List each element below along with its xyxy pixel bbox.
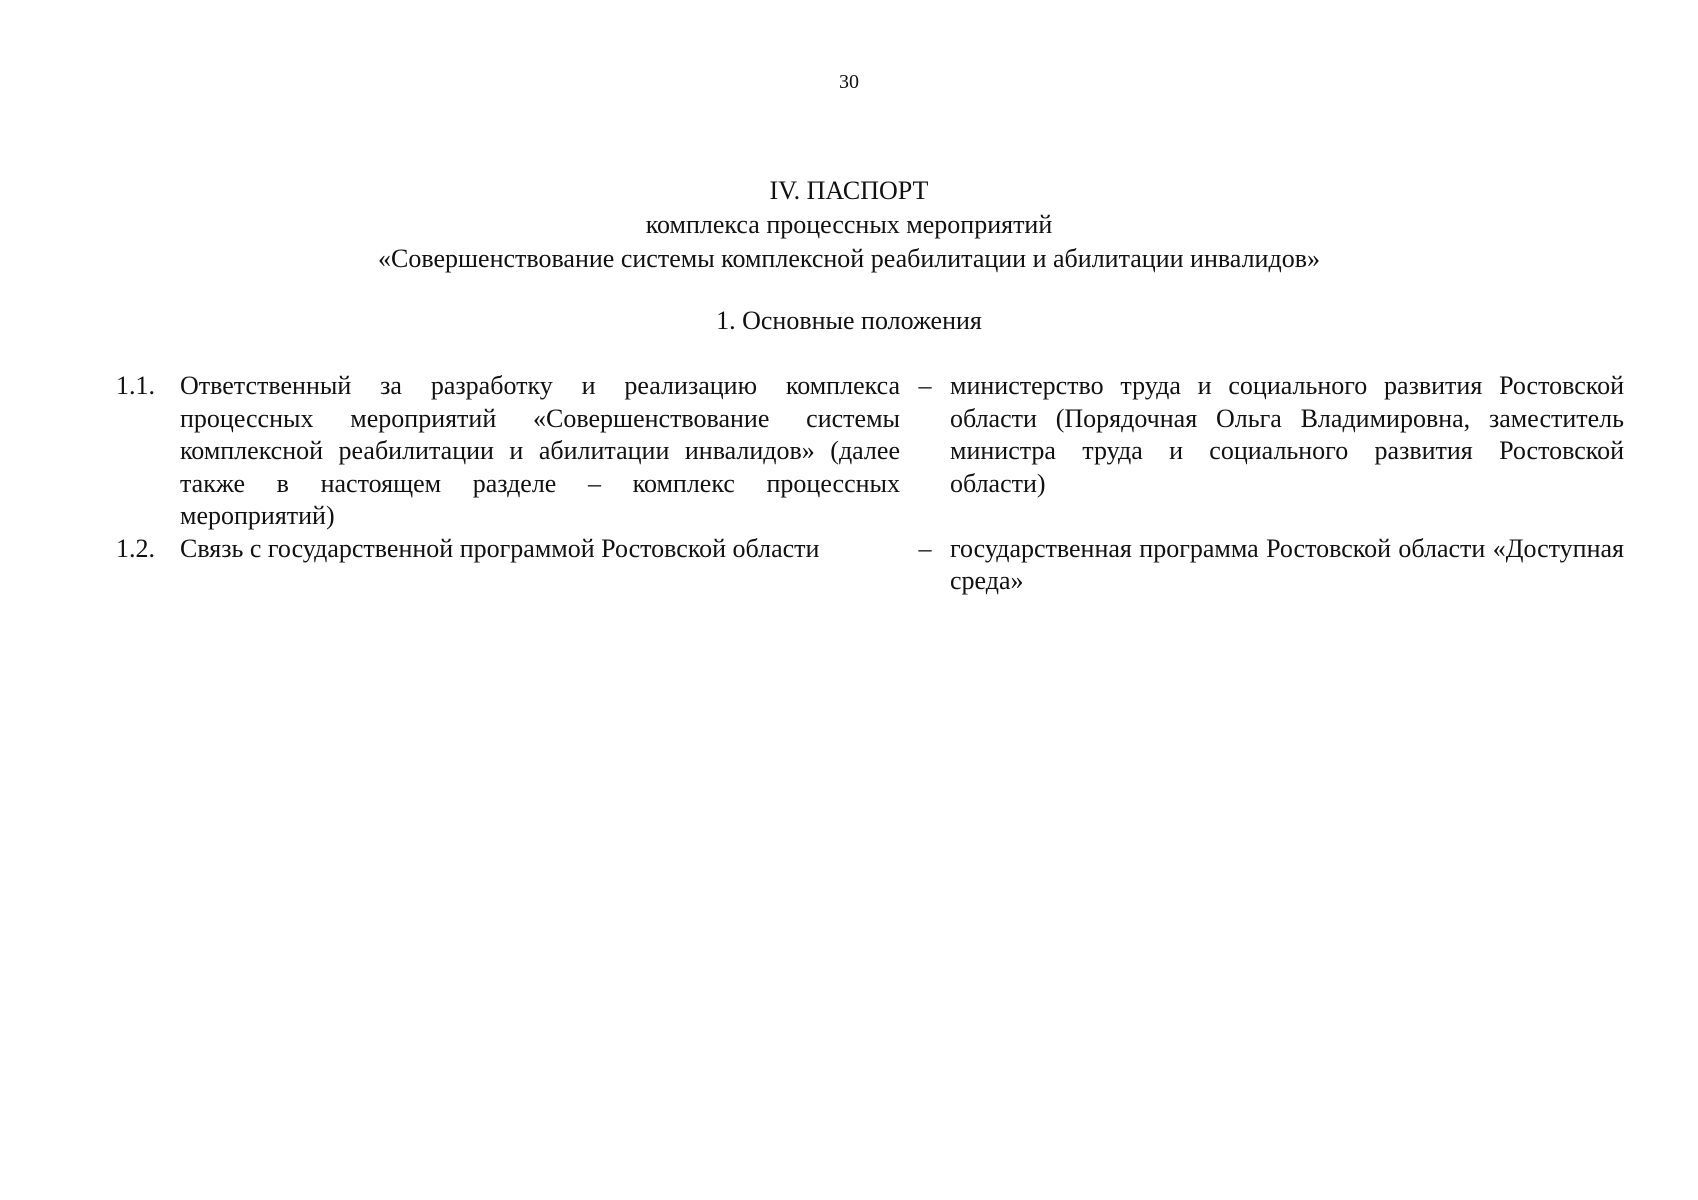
heading-title: IV. ПАСПОРТ [769, 176, 929, 205]
heading-program-name: «Совершенствование системы комплексной реабилитации и абилитации инвалидов» [378, 244, 1320, 273]
page-number: 30 [839, 71, 859, 93]
table-row [116, 533, 1624, 598]
section-title: 1. Основные положения [716, 306, 982, 335]
passport-table [116, 370, 1624, 598]
row-dash: – [918, 533, 932, 563]
heading-subtitle: комплекса процессных мероприятий [645, 210, 1053, 239]
row-number: 1.1. [116, 371, 155, 400]
row-label: Связь с государственной программой Ростовской области [180, 533, 820, 563]
table-row [116, 370, 1624, 533]
row-label: Ответственный за разработку и реализацию комплекса процессных мероприятий «Совершенствование системы комплексной реабилитации и абилитации инвалидов» (далее также в настоящем разделе – комплекс процессных мероприятий) [180, 371, 900, 530]
row-value: государственная программа Ростовской области «Доступная среда» [950, 533, 1624, 595]
row-number: 1.2. [116, 533, 155, 563]
row-value: министерство труда и социального развития Ростовской области (Порядочная Ольга Владимировна, заместитель министра труда и социального развития Ростовской области) [950, 371, 1624, 498]
row-dash: – [918, 371, 932, 400]
passport-heading [0, 174, 1698, 276]
